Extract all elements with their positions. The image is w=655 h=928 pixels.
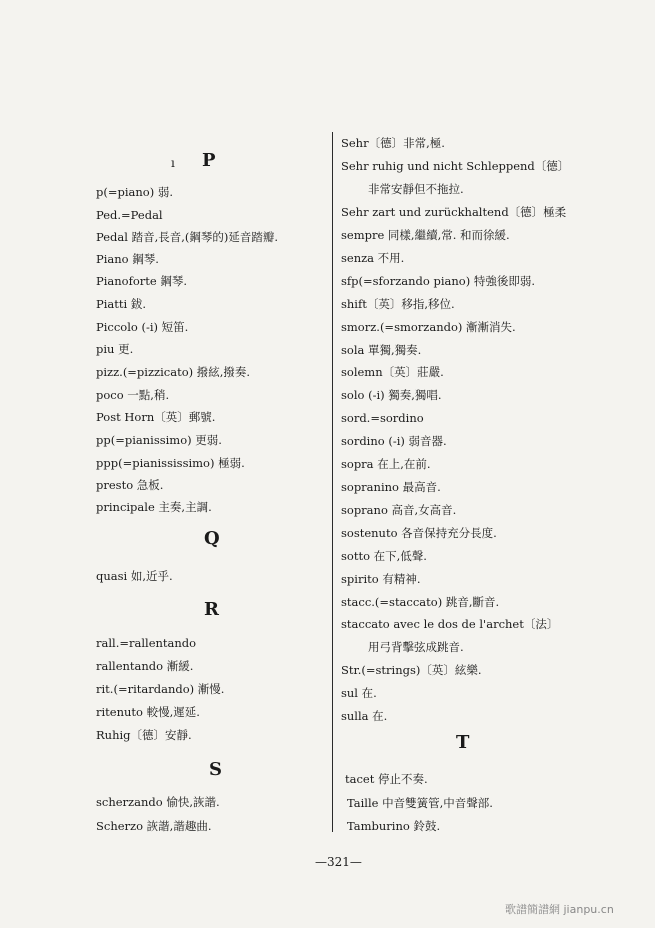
entry: sola 單獨,獨奏. (341, 343, 422, 357)
entry: rall.=rallentando (96, 636, 197, 650)
entry: Piccolo (-i) 短笛. (96, 320, 189, 334)
entry: ppp(=pianississimo) 極弱. (96, 456, 245, 470)
entry: pizz.(=pizzicato) 撥絃,撥奏. (96, 365, 251, 379)
entry: sempre 同樣,繼續,常. 和而徐緩. (341, 228, 510, 242)
entry: ritenuto 較慢,遲延. (96, 705, 200, 719)
section-letter-r: R (204, 599, 219, 620)
entry: sfp(=sforzando piano) 特強後即弱. (341, 274, 536, 288)
tick-mark: ı (171, 156, 175, 170)
entry: smorz.(=smorzando) 漸漸消失. (341, 320, 516, 334)
entry: Taille 中音雙簧管,中音聲部. (347, 796, 493, 810)
section-letter-s: S (209, 759, 222, 780)
entry: quasi 如,近乎. (96, 569, 173, 583)
entry: Piatti 鈸. (96, 297, 147, 311)
entry: sostenuto 各音保持充分長度. (341, 526, 497, 540)
entry: p(=piano) 弱. (96, 185, 174, 199)
entry: pp(=pianissimo) 更弱. (96, 433, 222, 447)
entry: solo (-i) 獨奏,獨唱. (341, 388, 442, 402)
column-divider (332, 132, 333, 832)
entry: senza 不用. (341, 251, 405, 265)
entry: Pianoforte 鋼琴. (96, 274, 188, 288)
entry: Scherzo 詼諧,諧趣曲. (96, 819, 212, 833)
section-letter-q: Q (204, 528, 220, 549)
entry: presto 急板. (96, 478, 164, 492)
entry: Tamburino 鈴鼓. (347, 819, 441, 833)
entry: Sehr ruhig und nicht Schleppend〔德〕 (341, 159, 570, 173)
entry: Ruhig〔德〕安靜. (96, 728, 192, 742)
entry: rit.(=ritardando) 漸慢. (96, 682, 225, 696)
entry: scherzando 愉快,詼諧. (96, 795, 220, 809)
section-letter-p: P (202, 150, 216, 171)
entry: poco 一點,稍. (96, 388, 170, 402)
entry: principale 主奏,主調. (96, 500, 212, 514)
entry: tacet 停止不奏. (345, 772, 428, 786)
entry-continuation: 用弓背擊弦成跳音. (368, 640, 464, 654)
watermark: 歌譜簡譜網 jianpu.cn (505, 903, 614, 916)
entry: shift〔英〕移指,移位. (341, 297, 455, 311)
entry: Pedal 踏音,長音,(鋼琴的)延音踏瓣. (96, 230, 279, 244)
entry: sul 在. (341, 686, 377, 700)
page-number: —321— (315, 855, 362, 869)
entry: Post Horn〔英〕郵號. (96, 410, 216, 424)
entry: Ped.=Pedal (96, 208, 163, 222)
entry: Piano 鋼琴. (96, 252, 159, 266)
entry-continuation: 非常安靜但不拖拉. (368, 182, 464, 196)
entry: staccato avec le dos de l'archet〔法〕 (341, 617, 559, 631)
entry: Sehr zart und zurückhaltend〔德〕極柔 (341, 205, 567, 219)
entry: stacc.(=staccato) 跳音,斷音. (341, 595, 500, 609)
entry: soprano 高音,女高音. (341, 503, 457, 517)
entry: piu 更. (96, 342, 134, 356)
entry: spirito 有精神. (341, 572, 421, 586)
entry: Sehr〔德〕非常,極. (341, 136, 445, 150)
entry: sotto 在下,低聲. (341, 549, 427, 563)
entry: Str.(=strings)〔英〕絃樂. (341, 663, 482, 677)
entry: sopra 在上,在前. (341, 457, 431, 471)
entry: sulla 在. (341, 709, 388, 723)
entry: sordino (-i) 弱音器. (341, 434, 447, 448)
entry: rallentando 漸緩. (96, 659, 194, 673)
entry: sopranino 最高音. (341, 480, 441, 494)
entry: sord.=sordino (341, 411, 424, 425)
section-letter-t: T (456, 732, 470, 753)
entry: solemn〔英〕莊嚴. (341, 365, 444, 379)
